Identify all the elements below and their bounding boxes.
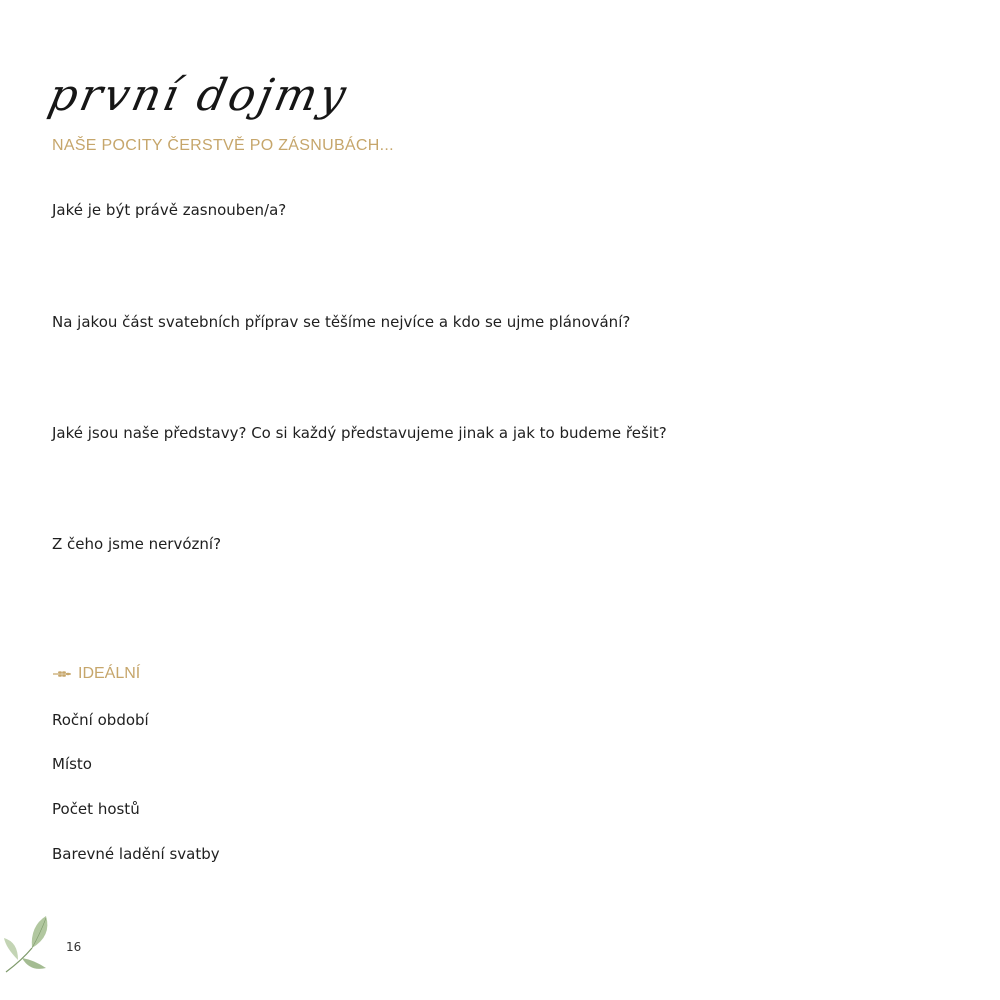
field-color-scheme: Barevné ladění svatby: [52, 845, 220, 863]
question-ideas: Jaké jsou naše představy? Co si každý představujeme jinak a jak to budeme řešit?: [52, 424, 667, 442]
ideal-section-label: IDEÁLNÍ: [78, 665, 141, 682]
wheat-icon: [52, 669, 72, 679]
page-number: 16: [66, 940, 82, 954]
page-subtitle: NAŠE POCITY ČERSTVĚ PO ZÁSNUBÁCH...: [52, 137, 394, 154]
field-venue: Místo: [52, 755, 92, 773]
page-title: první dojmy: [44, 70, 354, 121]
question-nervous: Z čeho jsme nervózní?: [52, 535, 222, 553]
question-planning: Na jakou část svatebních příprav se těšíme nejvíce a kdo se ujme plánování?: [52, 313, 631, 331]
field-guest-count: Počet hostů: [52, 800, 140, 818]
leaf-icon: [2, 912, 54, 976]
field-season: Roční období: [52, 711, 149, 729]
question-engaged: Jaké je být právě zasnouben/a?: [52, 201, 287, 219]
ideal-section-heading: [52, 665, 140, 683]
